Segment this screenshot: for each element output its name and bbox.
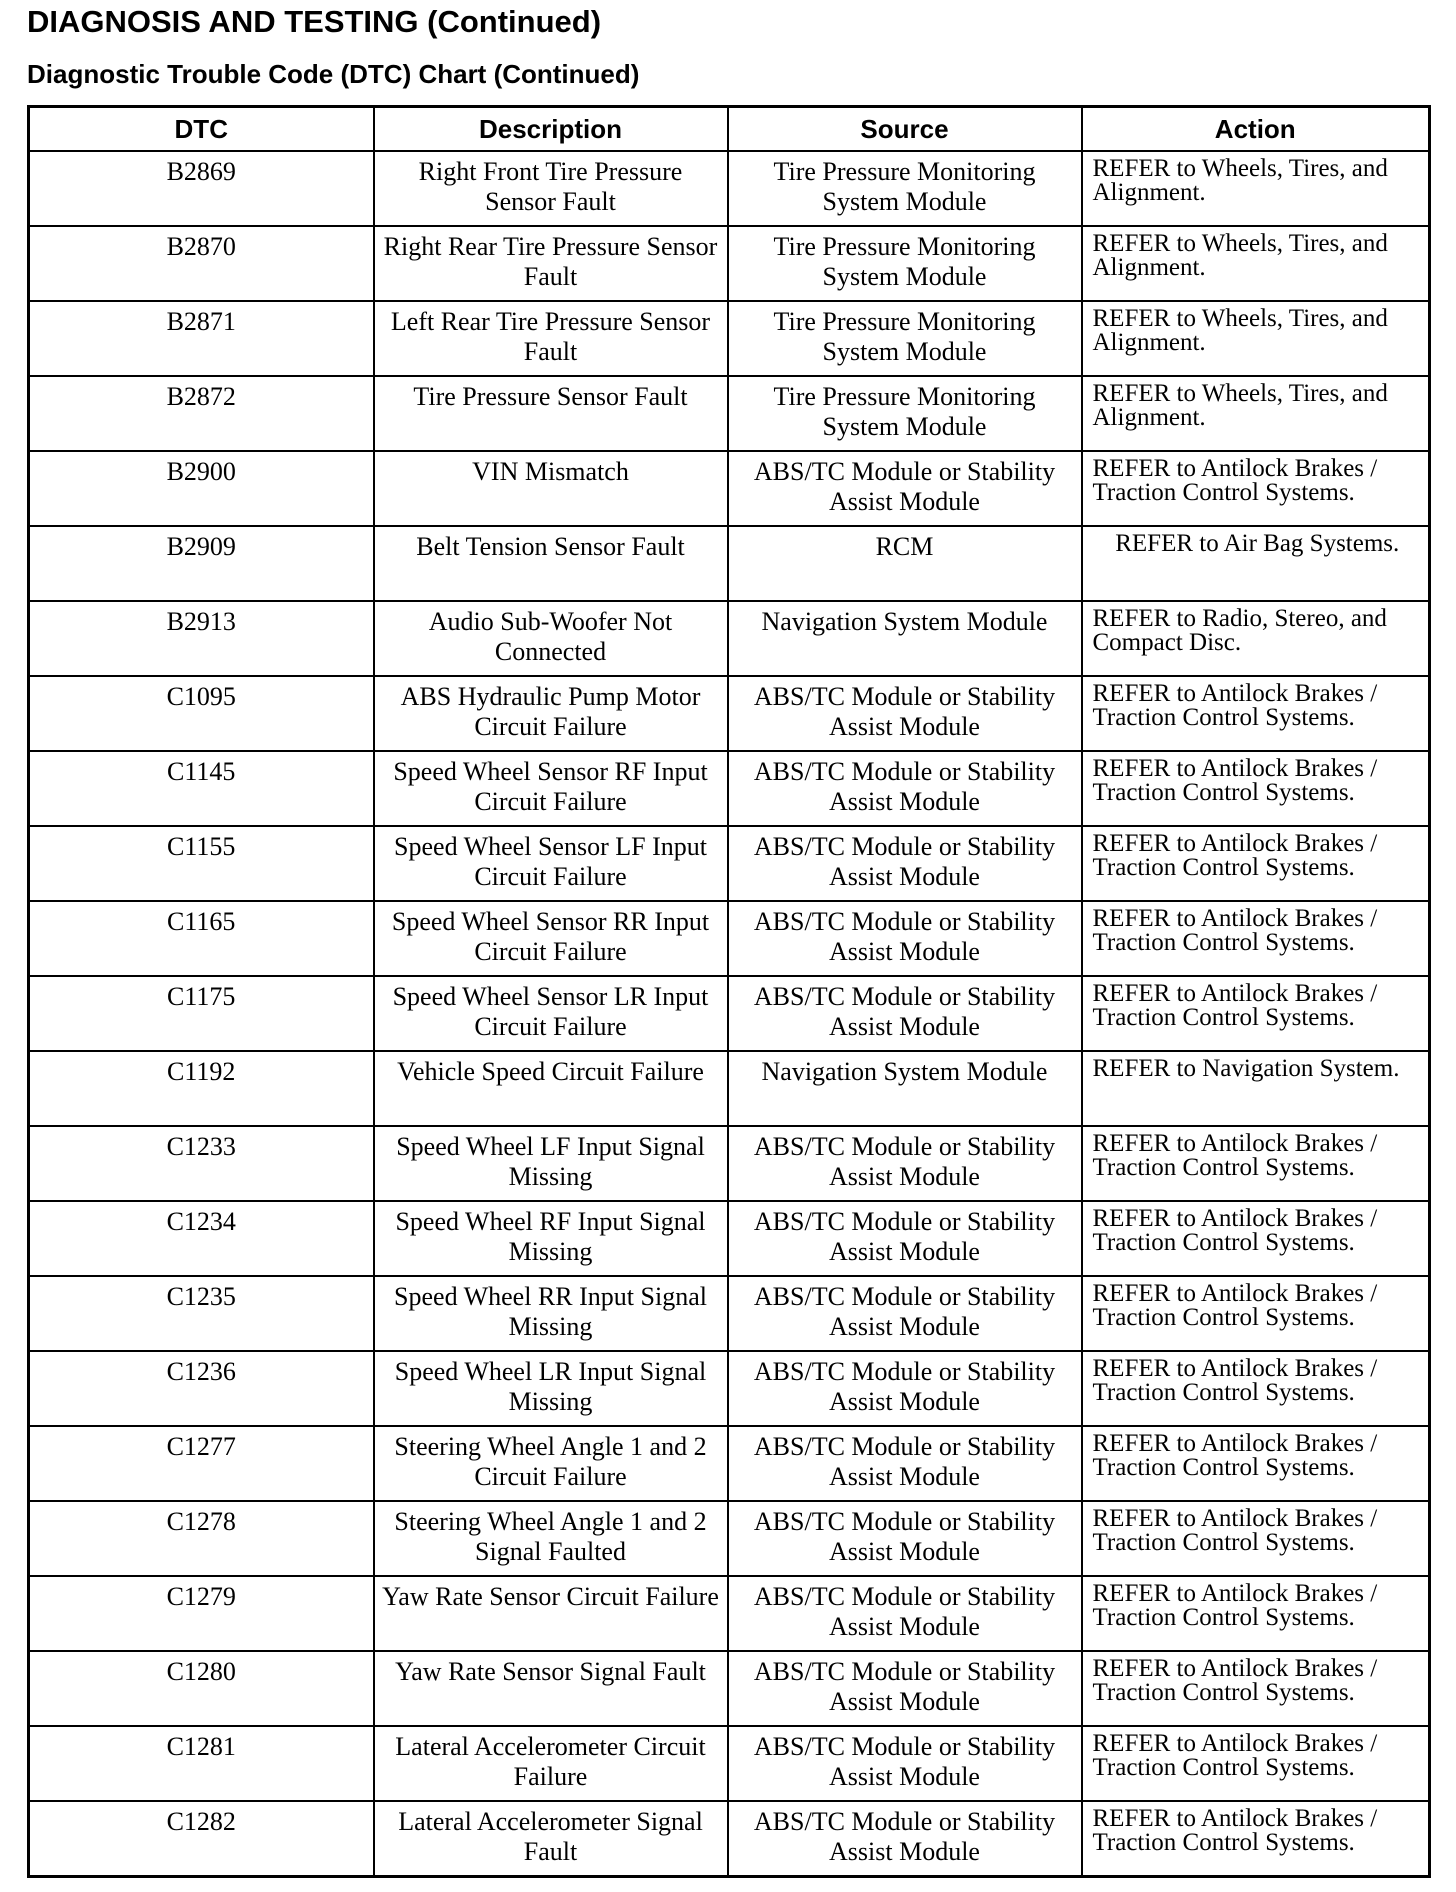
description-cell: Speed Wheel LR Input Signal Missing (374, 1351, 728, 1426)
description-cell: Yaw Rate Sensor Signal Fault (374, 1651, 728, 1726)
action-cell: REFER to Antilock Brakes / Traction Control Systems. (1082, 1126, 1430, 1201)
description-cell: ABS Hydraulic Pump Motor Circuit Failure (374, 676, 728, 751)
action-cell: REFER to Antilock Brakes / Traction Control Systems. (1082, 1276, 1430, 1351)
table-row (29, 1051, 1430, 1126)
table-row (29, 1351, 1430, 1426)
header-dtc: DTC (29, 107, 374, 152)
source-cell: ABS/TC Module or Stability Assist Module (728, 451, 1082, 526)
table-row (29, 451, 1430, 526)
description-cell: Vehicle Speed Circuit Failure (374, 1051, 728, 1126)
action-cell: REFER to Antilock Brakes / Traction Control Systems. (1082, 976, 1430, 1051)
table-row (29, 976, 1430, 1051)
description-cell: Right Rear Tire Pressure Sensor Fault (374, 226, 728, 301)
dtc-code-cell: C1233 (29, 1126, 374, 1201)
table-row (29, 376, 1430, 451)
dtc-code-cell: C1280 (29, 1651, 374, 1726)
header-source: Source (728, 107, 1082, 152)
table-row (29, 901, 1430, 976)
description-cell: Steering Wheel Angle 1 and 2 Circuit Failure (374, 1426, 728, 1501)
table-row (29, 826, 1430, 901)
dtc-chart-table (27, 105, 1431, 1878)
table-row (29, 1126, 1430, 1201)
source-cell: ABS/TC Module or Stability Assist Module (728, 901, 1082, 976)
source-cell: Tire Pressure Monitoring System Module (728, 301, 1082, 376)
description-cell: Speed Wheel RR Input Signal Missing (374, 1276, 728, 1351)
table-row (29, 1426, 1430, 1501)
source-cell: ABS/TC Module or Stability Assist Module (728, 1276, 1082, 1351)
source-cell: ABS/TC Module or Stability Assist Module (728, 1726, 1082, 1801)
action-cell: REFER to Wheels, Tires, and Alignment. (1082, 151, 1430, 226)
action-cell: REFER to Antilock Brakes / Traction Control Systems. (1082, 1201, 1430, 1276)
source-cell: ABS/TC Module or Stability Assist Module (728, 1501, 1082, 1576)
dtc-code-cell: B2869 (29, 151, 374, 226)
action-cell: REFER to Antilock Brakes / Traction Control Systems. (1082, 1651, 1430, 1726)
action-cell: REFER to Antilock Brakes / Traction Control Systems. (1082, 1426, 1430, 1501)
source-cell: ABS/TC Module or Stability Assist Module (728, 1576, 1082, 1651)
section-title: Diagnostic Trouble Code (DTC) Chart (Continued) (27, 59, 640, 89)
page-title: DIAGNOSIS AND TESTING (Continued) (27, 4, 602, 39)
table-row (29, 1726, 1430, 1801)
dtc-code-cell: C1236 (29, 1351, 374, 1426)
dtc-code-cell: C1279 (29, 1576, 374, 1651)
table-row (29, 1201, 1430, 1276)
action-cell: REFER to Wheels, Tires, and Alignment. (1082, 226, 1430, 301)
action-cell: REFER to Antilock Brakes / Traction Control Systems. (1082, 1501, 1430, 1576)
action-cell: REFER to Antilock Brakes / Traction Control Systems. (1082, 451, 1430, 526)
dtc-code-cell: C1155 (29, 826, 374, 901)
action-cell: REFER to Antilock Brakes / Traction Control Systems. (1082, 1576, 1430, 1651)
source-cell: ABS/TC Module or Stability Assist Module (728, 676, 1082, 751)
source-cell: ABS/TC Module or Stability Assist Module (728, 1351, 1082, 1426)
action-cell: REFER to Radio, Stereo, and Compact Disc. (1082, 601, 1430, 676)
table-row (29, 151, 1430, 226)
source-cell: ABS/TC Module or Stability Assist Module (728, 751, 1082, 826)
table-row (29, 601, 1430, 676)
table-row (29, 1576, 1430, 1651)
description-cell: VIN Mismatch (374, 451, 728, 526)
description-cell: Speed Wheel Sensor RF Input Circuit Failure (374, 751, 728, 826)
action-cell: REFER to Antilock Brakes / Traction Control Systems. (1082, 676, 1430, 751)
description-cell: Steering Wheel Angle 1 and 2 Signal Faulted (374, 1501, 728, 1576)
description-cell: Right Front Tire Pressure Sensor Fault (374, 151, 728, 226)
dtc-code-cell: B2913 (29, 601, 374, 676)
dtc-code-cell: B2872 (29, 376, 374, 451)
description-cell: Speed Wheel Sensor LF Input Circuit Failure (374, 826, 728, 901)
action-cell: REFER to Antilock Brakes / Traction Control Systems. (1082, 751, 1430, 826)
source-cell: ABS/TC Module or Stability Assist Module (728, 1201, 1082, 1276)
dtc-code-cell: C1095 (29, 676, 374, 751)
dtc-code-cell: C1278 (29, 1501, 374, 1576)
dtc-code-cell: C1282 (29, 1801, 374, 1876)
source-cell: ABS/TC Module or Stability Assist Module (728, 1426, 1082, 1501)
action-cell: REFER to Wheels, Tires, and Alignment. (1082, 301, 1430, 376)
table-row (29, 1801, 1430, 1876)
source-cell: Navigation System Module (728, 601, 1082, 676)
action-cell: REFER to Wheels, Tires, and Alignment. (1082, 376, 1430, 451)
dtc-code-cell: C1234 (29, 1201, 374, 1276)
description-cell: Audio Sub-Woofer Not Connected (374, 601, 728, 676)
table-row (29, 676, 1430, 751)
table-row (29, 526, 1430, 601)
dtc-code-cell: C1165 (29, 901, 374, 976)
dtc-code-cell: C1145 (29, 751, 374, 826)
dtc-code-cell: B2871 (29, 301, 374, 376)
source-cell: ABS/TC Module or Stability Assist Module (728, 826, 1082, 901)
dtc-code-cell: C1175 (29, 976, 374, 1051)
table-row (29, 751, 1430, 826)
table-body (29, 151, 1430, 1876)
table-row (29, 1501, 1430, 1576)
action-cell: REFER to Antilock Brakes / Traction Control Systems. (1082, 1351, 1430, 1426)
action-cell: REFER to Antilock Brakes / Traction Control Systems. (1082, 1801, 1430, 1876)
action-cell: REFER to Air Bag Systems. (1082, 526, 1430, 601)
source-cell: Navigation System Module (728, 1051, 1082, 1126)
description-cell: Speed Wheel RF Input Signal Missing (374, 1201, 728, 1276)
table-row (29, 1276, 1430, 1351)
source-cell: ABS/TC Module or Stability Assist Module (728, 976, 1082, 1051)
description-cell: Left Rear Tire Pressure Sensor Fault (374, 301, 728, 376)
action-cell: REFER to Navigation System. (1082, 1051, 1430, 1126)
table-header-row (29, 107, 1430, 152)
dtc-code-cell: C1235 (29, 1276, 374, 1351)
source-cell: ABS/TC Module or Stability Assist Module (728, 1651, 1082, 1726)
description-cell: Belt Tension Sensor Fault (374, 526, 728, 601)
description-cell: Lateral Accelerometer Circuit Failure (374, 1726, 728, 1801)
description-cell: Speed Wheel Sensor LR Input Circuit Failure (374, 976, 728, 1051)
source-cell: ABS/TC Module or Stability Assist Module (728, 1126, 1082, 1201)
description-cell: Tire Pressure Sensor Fault (374, 376, 728, 451)
action-cell: REFER to Antilock Brakes / Traction Control Systems. (1082, 826, 1430, 901)
description-cell: Speed Wheel Sensor RR Input Circuit Failure (374, 901, 728, 976)
source-cell: Tire Pressure Monitoring System Module (728, 376, 1082, 451)
dtc-code-cell: B2870 (29, 226, 374, 301)
table-row (29, 1651, 1430, 1726)
dtc-code-cell: B2909 (29, 526, 374, 601)
action-cell: REFER to Antilock Brakes / Traction Control Systems. (1082, 901, 1430, 976)
source-cell: ABS/TC Module or Stability Assist Module (728, 1801, 1082, 1876)
description-cell: Lateral Accelerometer Signal Fault (374, 1801, 728, 1876)
source-cell: Tire Pressure Monitoring System Module (728, 151, 1082, 226)
table-row (29, 226, 1430, 301)
header-description: Description (374, 107, 728, 152)
table-row (29, 301, 1430, 376)
dtc-code-cell: C1192 (29, 1051, 374, 1126)
dtc-code-cell: C1281 (29, 1726, 374, 1801)
source-cell: Tire Pressure Monitoring System Module (728, 226, 1082, 301)
source-cell: RCM (728, 526, 1082, 601)
header-action: Action (1082, 107, 1430, 152)
action-cell: REFER to Antilock Brakes / Traction Control Systems. (1082, 1726, 1430, 1801)
description-cell: Yaw Rate Sensor Circuit Failure (374, 1576, 728, 1651)
description-cell: Speed Wheel LF Input Signal Missing (374, 1126, 728, 1201)
dtc-code-cell: B2900 (29, 451, 374, 526)
dtc-code-cell: C1277 (29, 1426, 374, 1501)
